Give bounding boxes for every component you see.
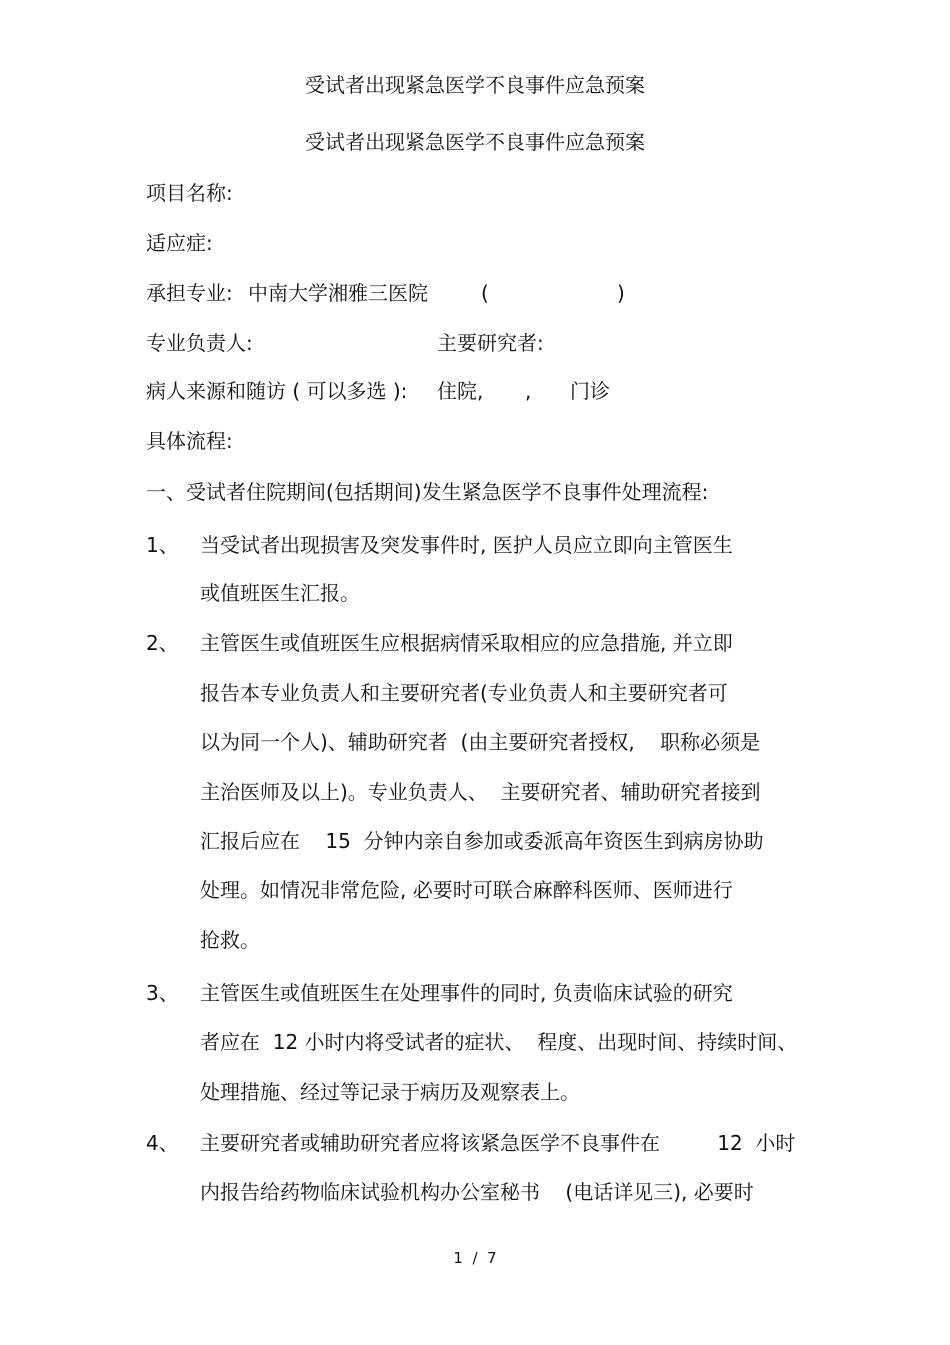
list-item-line: 者应在 12 小时内将受试者的症状、 程度、出现时间、持续时间、 [200, 1030, 798, 1054]
list-item-number: 4、 [146, 1131, 179, 1155]
patient-source-label: 病人来源和随访 ( 可以多选 ): [146, 379, 408, 403]
list-item-line: 处理措施、经过等记录于病历及观察表上。 [200, 1080, 580, 1104]
list-item-line: 处理。如情况非常危险, 必要时可联合麻醉科医师、医师进行 [200, 878, 733, 902]
department-label: 承担专业: [146, 281, 233, 305]
list-item-number: 2、 [146, 631, 179, 655]
list-item-line: 以为同一个人)、辅助研究者 (由主要研究者授权, 职称必须是 [200, 730, 761, 754]
patient-source-inpatient: 住院, [437, 379, 484, 403]
section-heading: 一、受试者住院期间(包括期间)发生紧急医学不良事件处理流程: [146, 480, 709, 504]
list-item-line: 主管医生或值班医生在处理事件的同时, 负责临床试验的研究 [200, 981, 733, 1005]
list-item-line: 主管医生或值班医生应根据病情采取相应的应急措施, 并立即 [200, 631, 733, 655]
list-item-line: 当受试者出现损害及突发事件时, 医护人员应立即向主管医生 [200, 533, 733, 557]
pi-field: 主要研究者: [437, 331, 544, 355]
list-item-line: 或值班医生汇报。 [200, 581, 360, 605]
department-paren-open: ( [481, 281, 489, 305]
list-item-line: 内报告给药物临床试验机构办公室秘书 (电话详见三), 必要时 [200, 1180, 754, 1204]
document-subtitle: 受试者出现紧急医学不良事件应急预案 [305, 130, 645, 154]
list-item-line: 汇报后应在 15 分钟内亲自参加或委派高年资医生到病房协助 [200, 829, 764, 853]
indication-field: 适应症: [146, 231, 213, 255]
project-name-field: 项目名称: [146, 181, 233, 205]
list-item-line: 抢救。 [200, 928, 260, 952]
list-item-line: 主要研究者或辅助研究者应将该紧急医学不良事件在 12 小时 [200, 1131, 796, 1155]
list-item-number: 1、 [146, 533, 179, 557]
dept-head-field: 专业负责人: [146, 331, 253, 355]
patient-source-comma: , [525, 379, 532, 403]
patient-source-outpatient: 门诊 [570, 379, 610, 403]
procedure-label: 具体流程: [146, 429, 233, 453]
list-item-line: 主治医师及以上)。专业负责人、 主要研究者、辅助研究者接到 [200, 780, 761, 804]
document-title: 受试者出现紧急医学不良事件应急预案 [305, 73, 645, 97]
list-item-number: 3、 [146, 981, 179, 1005]
department-paren-close: ) [617, 281, 625, 305]
list-item-line: 报告本专业负责人和主要研究者(专业负责人和主要研究者可 [200, 681, 728, 705]
department-value: 中南大学湘雅三医院 [248, 281, 428, 305]
page-indicator: 1 / 7 [453, 1249, 497, 1267]
